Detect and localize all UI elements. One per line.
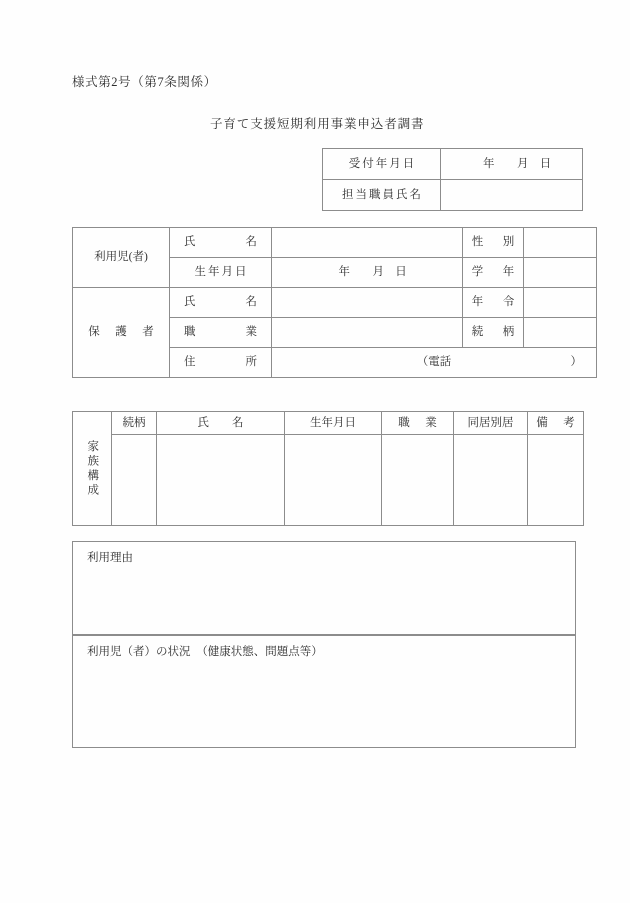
family-col-relation: 続柄 <box>112 412 157 435</box>
child-name-value[interactable] <box>272 228 463 258</box>
guardian-occupation-value[interactable] <box>272 318 463 348</box>
receipt-date-label: 受付年月日 <box>323 149 441 180</box>
address-label: 住 所 <box>170 348 272 378</box>
telephone-open-label: （電話 <box>416 356 452 369</box>
child-status-box[interactable] <box>72 635 576 748</box>
staff-name-value[interactable] <box>441 180 583 211</box>
family-cell-occupation[interactable] <box>382 435 454 526</box>
telephone-close-label: ） <box>570 356 582 369</box>
document-title: 子育て支援短期利用事業申込者調書 <box>210 117 425 131</box>
receipt-month-label: 月 <box>517 157 529 170</box>
child-birth-month-label: 月 <box>372 266 384 279</box>
guardian-relationship-label: 続 柄 <box>463 318 524 348</box>
receipt-day-label: 日 <box>539 157 552 170</box>
table-row <box>323 180 583 211</box>
child-gender-label: 性 別 <box>463 228 524 258</box>
address-value[interactable] <box>272 348 597 378</box>
form-number: 様式第2号（第7条関係） <box>72 75 217 89</box>
child-school-year-value[interactable] <box>524 258 597 288</box>
child-birth-year-label: 年 <box>338 266 350 279</box>
table-row <box>73 228 597 258</box>
staff-name-label: 担当職員氏名 <box>323 180 441 211</box>
family-col-living: 同居別居 <box>454 412 528 435</box>
table-row <box>73 435 584 526</box>
guardian-group-label: 保 護 者 <box>73 288 170 378</box>
family-cell-birthdate[interactable] <box>285 435 382 526</box>
family-cell-note[interactable] <box>528 435 584 526</box>
child-group-label: 利用児(者) <box>73 228 170 288</box>
family-cell-relation[interactable] <box>112 435 157 526</box>
family-composition-table <box>72 411 584 526</box>
child-gender-value[interactable] <box>524 228 597 258</box>
family-col-birthdate: 生年月日 <box>285 412 382 435</box>
child-birthdate-label: 生年月日 <box>170 258 272 288</box>
family-col-name: 氏 名 <box>157 412 285 435</box>
receipt-table <box>322 148 583 211</box>
child-status-label: 利用児（者）の状況 （健康状態、問題点等） <box>87 646 323 658</box>
guardian-occupation-label: 職 業 <box>170 318 272 348</box>
guardian-relationship-value[interactable] <box>524 318 597 348</box>
receipt-year-label: 年 <box>483 157 495 170</box>
receipt-date-value[interactable] <box>441 149 583 180</box>
usage-reason-box[interactable] <box>72 541 576 635</box>
family-col-occupation: 職 業 <box>382 412 454 435</box>
table-row <box>73 288 597 318</box>
child-birthdate-value[interactable] <box>272 258 463 288</box>
child-birth-day-label: 日 <box>395 266 407 279</box>
family-cell-name[interactable] <box>157 435 285 526</box>
guardian-name-value[interactable] <box>272 288 463 318</box>
family-composition-label: 家族構成 <box>73 412 112 526</box>
applicant-guardian-table <box>72 227 597 378</box>
usage-reason-label: 利用理由 <box>87 552 133 564</box>
family-col-note: 備 考 <box>528 412 584 435</box>
child-name-label: 氏 名 <box>170 228 272 258</box>
table-row <box>323 149 583 180</box>
child-school-year-label: 学 年 <box>463 258 524 288</box>
guardian-age-label: 年 令 <box>463 288 524 318</box>
family-cell-living[interactable] <box>454 435 528 526</box>
table-row <box>73 412 584 435</box>
guardian-age-value[interactable] <box>524 288 597 318</box>
guardian-name-label: 氏 名 <box>170 288 272 318</box>
